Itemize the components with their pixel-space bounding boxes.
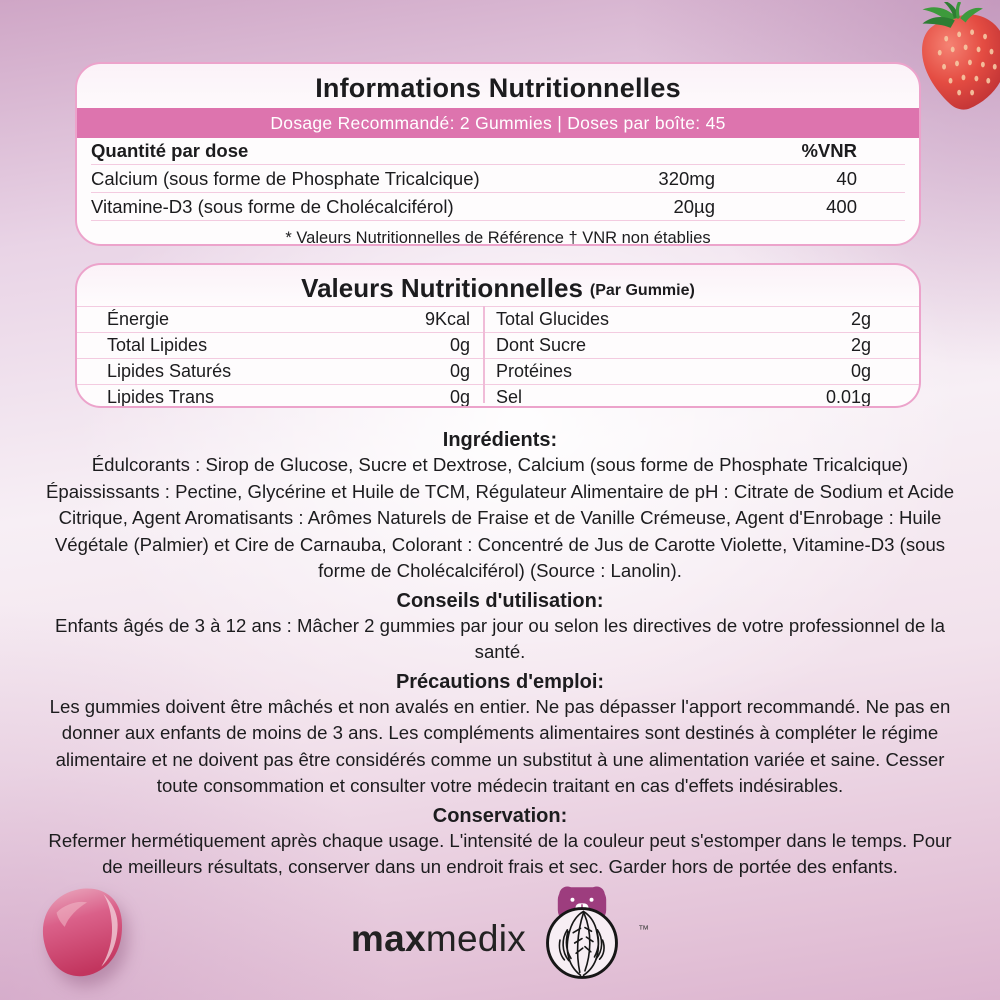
nutrient-label: Total Glucides bbox=[496, 309, 610, 329]
nutrient-value: 0g bbox=[449, 361, 470, 381]
nutrient-label: Total Lipides bbox=[107, 335, 208, 355]
section-heading: Précautions d'emploi: bbox=[395, 670, 605, 693]
nutrient-label: Énergie bbox=[107, 309, 170, 329]
section-heading: Conservation: bbox=[432, 804, 568, 827]
table-row bbox=[91, 165, 905, 193]
nutrient-value: 0g bbox=[449, 335, 470, 355]
table-row bbox=[77, 358, 919, 384]
nutrient-label: Lipides Trans bbox=[107, 387, 215, 407]
maxmedix-wordmark bbox=[351, 918, 526, 960]
section-body: Enfants âgés de 3 à 12 ans : Mâcher 2 gummies par jour ou selon les directives de votre professionnel de la santé. bbox=[55, 614, 945, 662]
section-ingredients bbox=[38, 428, 962, 585]
section-body: Les gummies doivent être mâchés et non avalés en entier. Ne pas dépasser l'apport recommandé. Ne pas en donner aux enfants de moins de 3 ans. Les compléments alimentaires sont destinés à compléter le régime alimentaire et ne doivent pas être considérés comme un substitut à une alimentation variée et saine. Cesser toute consommation et consulter votre médecin traitant en cas d'effets indésirables. bbox=[49, 695, 951, 796]
section-precautions bbox=[38, 670, 962, 800]
panel1-title: Informations Nutritionnelles bbox=[315, 73, 681, 103]
section-body: Édulcorants : Sirop de Glucose, Sucre et Dextrose, Calcium (sous forme de Phosphate Tricalcique) Épaississants : Pectine, Glycérine et Huile de TCM, Régulateur Alimentaire de pH : Citrate de Sodium et Acide Citrique, Agent Aromatisants : Arômes Naturels de Fraise et de Vanille Crémeuse, Agent d'Enrobage : Huile Végétale (Palmier) et Cire de Carnauba, Colorant : Concentré de Jus de Carotte Violette, Vitamine-D3 (sous forme de Cholécalciférol) (Source : Lanolin). bbox=[45, 454, 955, 581]
nutrient-amount: 20µg bbox=[673, 195, 715, 217]
section-heading: Ingrédients: bbox=[442, 429, 558, 451]
panel2-title-main: Valeurs Nutritionnelles bbox=[301, 273, 583, 303]
nutrient-label: Vitamine-D3 (sous forme de Cholécalciférol) bbox=[91, 195, 454, 217]
maxmedix-logo bbox=[0, 872, 1000, 992]
section-conservation bbox=[38, 804, 962, 881]
nutrient-value: 2g bbox=[850, 335, 871, 355]
nutrient-value: 0g bbox=[449, 387, 470, 407]
nutrient-label: Dont Sucre bbox=[496, 335, 587, 355]
section-conseils bbox=[38, 589, 962, 666]
table-header-row bbox=[91, 138, 905, 165]
nutrient-value: 0g bbox=[850, 361, 871, 381]
panel2-title bbox=[77, 265, 919, 306]
maxmedix-tree-bear-icon bbox=[538, 874, 626, 990]
nutrient-label: Calcium (sous forme de Phosphate Tricalcique) bbox=[91, 167, 480, 189]
nutrient-vnr: 40 bbox=[836, 167, 857, 189]
brand-light-part: medix bbox=[425, 918, 527, 959]
section-body: Refermer hermétiquement après chaque usage. L'intensité de la couleur peut s'estomper dans le temps. Pour de meilleurs résultats, conserver dans un endroit frais et sec. Garder hors de portée des enfants. bbox=[48, 829, 952, 877]
nutrition-table bbox=[77, 138, 919, 246]
table-row bbox=[91, 193, 905, 221]
valeurs-nutritionnelles-panel bbox=[75, 263, 921, 408]
table-row bbox=[77, 306, 919, 332]
column-header-quantity: Quantité par dose bbox=[91, 140, 249, 161]
dosage-banner: Dosage Recommandé: 2 Gummies | Doses par boîte: 45 bbox=[77, 108, 919, 138]
brand-bold-part: max bbox=[350, 918, 426, 959]
nutrient-vnr: 400 bbox=[826, 195, 857, 217]
gummy-image bbox=[26, 882, 138, 986]
nutrient-value: 2g bbox=[850, 309, 871, 329]
nutrient-label: Protéines bbox=[496, 361, 573, 381]
column-divider bbox=[483, 306, 485, 403]
section-heading: Conseils d'utilisation: bbox=[396, 589, 604, 612]
column-header-vnr: %VNR bbox=[801, 140, 857, 161]
info-sections bbox=[38, 424, 962, 881]
nutrient-label: Lipides Saturés bbox=[107, 361, 232, 381]
panel2-title-subtitle: (Par Gummie) bbox=[589, 282, 695, 299]
nutrient-value: 9Kcal bbox=[424, 309, 470, 329]
nutrient-amount: 320mg bbox=[658, 167, 715, 189]
table-row bbox=[77, 332, 919, 358]
nutrient-value: 0.01g bbox=[825, 387, 871, 407]
table-row bbox=[77, 384, 919, 408]
informations-nutritionnelles-panel bbox=[75, 62, 921, 246]
vnr-footnote: * Valeurs Nutritionnelles de Référence † VNR non établies bbox=[285, 229, 711, 246]
nutrient-label: Sel bbox=[496, 387, 523, 407]
trademark-symbol: ™ bbox=[638, 924, 650, 936]
